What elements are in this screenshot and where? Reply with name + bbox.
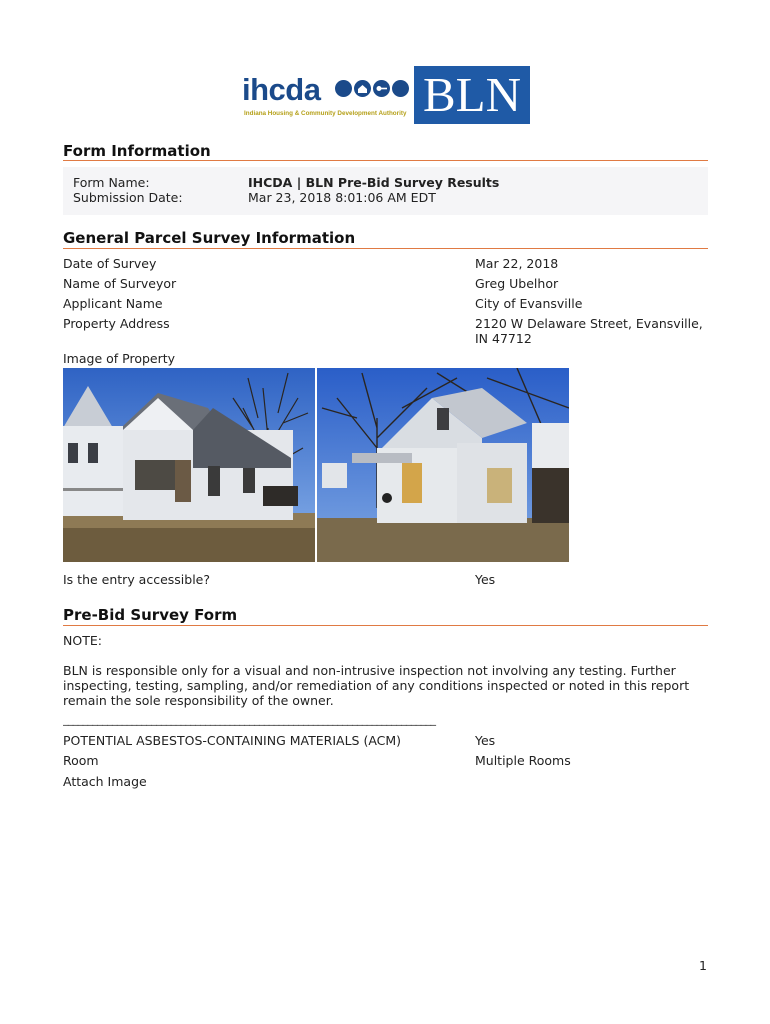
logo-circle-icon	[392, 80, 409, 97]
surveyor-value: Greg Ubelhor	[475, 276, 559, 291]
property-photo	[317, 368, 569, 562]
logo-circle-icon	[335, 80, 352, 97]
logo-circle-icon	[373, 80, 390, 97]
section-divider	[63, 248, 708, 249]
note-text-line: BLN is responsible only for a visual and non-intrusive inspection not involving any testing. Further	[63, 663, 676, 678]
applicant-value: City of Evansville	[475, 296, 583, 311]
form-name-value: IHCDA | BLN Pre-Bid Survey Results	[248, 175, 500, 190]
note-label: NOTE:	[63, 633, 102, 648]
ihcda-logo-text: ihcda	[242, 72, 321, 107]
room-label: Room	[63, 753, 99, 768]
note-text-line: remain the sole responsibility of the owner.	[63, 693, 334, 708]
general-parcel-heading: General Parcel Survey Information	[63, 229, 356, 247]
acm-value: Yes	[475, 733, 496, 748]
bln-logo: BLN	[414, 66, 530, 124]
property-address-value: 2120 W Delaware Street, Evansville,	[475, 316, 703, 331]
property-address-value-line2: IN 47712	[475, 331, 532, 346]
page-number: 1	[699, 958, 707, 973]
form-info-box	[63, 167, 708, 215]
key-icon	[373, 80, 390, 97]
note-text-line: inspecting, testing, sampling, and/or remediation of any conditions inspected or noted in this report	[63, 678, 690, 693]
acm-label: POTENTIAL ASBESTOS-CONTAINING MATERIALS (ACM)	[63, 733, 402, 748]
prebid-survey-heading: Pre-Bid Survey Form	[63, 606, 238, 624]
submission-date-label: Submission Date:	[73, 190, 183, 205]
attach-image-label: Attach Image	[63, 774, 147, 789]
section-divider	[63, 160, 708, 161]
logo-subtitle: Indiana Housing & Community Development Authority	[244, 110, 407, 117]
house-icon	[354, 80, 371, 97]
house-side-photo	[317, 368, 569, 562]
entry-accessible-label: Is the entry accessible?	[63, 572, 211, 587]
room-value: Multiple Rooms	[475, 753, 571, 768]
form-information-heading: Form Information	[63, 142, 211, 160]
property-photo	[63, 368, 315, 562]
submission-date-value: Mar 23, 2018 8:01:06 AM EDT	[248, 190, 436, 205]
entry-accessible-value: Yes	[475, 572, 496, 587]
logo-circle-icon	[354, 80, 371, 97]
header-logo	[240, 66, 532, 126]
separator-line: ____________________________________________________________________________	[63, 713, 436, 726]
surveyor-label: Name of Surveyor	[63, 276, 177, 291]
applicant-label: Applicant Name	[63, 296, 163, 311]
date-of-survey-value: Mar 22, 2018	[475, 256, 559, 271]
house-front-photo	[63, 368, 315, 562]
form-name-label: Form Name:	[73, 175, 150, 190]
date-of-survey-label: Date of Survey	[63, 256, 157, 271]
property-address-label: Property Address	[63, 316, 170, 331]
image-of-property-label: Image of Property	[63, 351, 176, 366]
section-divider	[63, 625, 708, 626]
